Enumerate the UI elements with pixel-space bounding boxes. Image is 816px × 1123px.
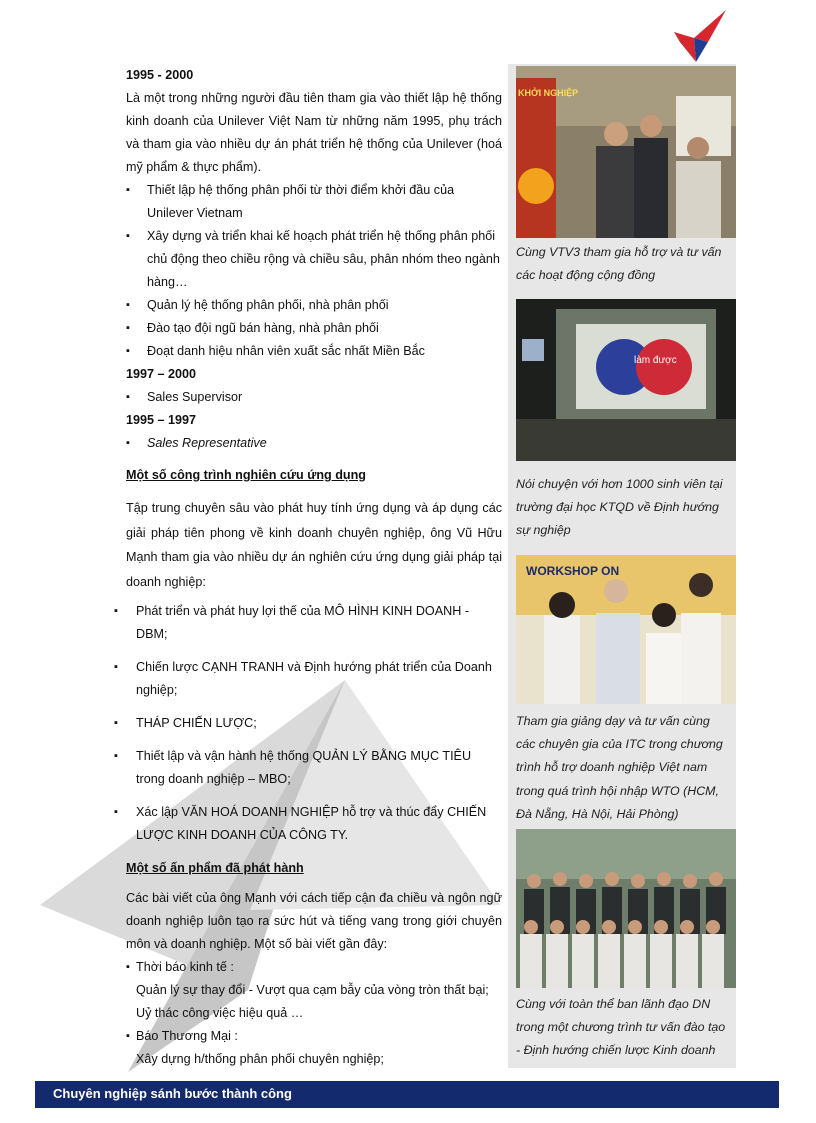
photo-caption: Nói chuyện với hơn 1000 sinh viên tại trường đại học KTQD về Định hướng sự nghiệp [516,477,723,538]
photo-caption: Cùng VTV3 tham gia hỗ trợ và tư vấn các hoạt động cộng đồng [516,245,722,283]
footer-slogan: Chuyên nghiệp sánh bước thành công [53,1086,292,1101]
section-heading-research: Một số công trình nghiên cứu ứng dụng [126,468,366,482]
article-title: Quản lý sự thay đổi - Vượt qua cạm bẫy của vòng tròn thất bại; [136,983,489,997]
list-item: ▪ Xây dựng và triển khai kế hoạch phát triển hệ thống phân phối chủ động theo chiều rộng và chiều sâu, phân nhóm theo ngành hàng… [126,225,502,294]
section-heading-publications: Một số ấn phẩm đã phát hành [126,861,304,875]
year-heading: 1995 - 2000 [126,68,194,82]
list-item: ▪ Sales Representative [126,432,502,455]
list-item: ▪ Quản lý hệ thống phân phối, nhà phân phối [126,294,502,317]
photo-vtv3-event [516,66,736,238]
list-item: ▪ Sales Supervisor [126,386,502,409]
list-item: ▪ Đào tạo đội ngũ bán hàng, nhà phân phối [126,317,502,340]
paragraph: Các bài viết của ông Mạnh với cách tiếp cận đa chiều và ngôn ngữ doanh nghiệp luôn tạo ra sức hút và tiếng vang trong giới chuyên môn và doanh nghiệp. Một số bài viết gần đây: [126,891,502,951]
photo-caption: Tham gia giảng dạy và tư vấn cùng các chuyên gia của ITC trong chương trình hỗ trợ doanh nghiệp Việt nam trong quá trình hội nhập WTO (HCM, Đà Nẵng, Hà Nội, Hải Phòng) [516,714,723,821]
list-item: ▪ Thiết lập và vận hành hệ thống QUẢN LÝ BẰNG MỤC TIÊU trong doanh nghiệp – MBO; [126,745,502,791]
company-logo-icon [666,8,728,66]
photo-caption: Cùng với toàn thể ban lãnh đạo DN trong một chương trình tư vấn đào tạo - Định hướng chiến lược Kinh doanh [516,997,726,1058]
list-item: ▪ Đoạt danh hiệu nhân viên xuất sắc nhất Miền Bắc [126,340,502,363]
footer-bar [35,1081,779,1108]
paragraph: Là một trong những người đầu tiên tham gia vào thiết lập hệ thống kinh doanh của Unilever Việt Nam từ những năm 1995, phụ trách và tham gia vào nhiều dự án phát triển hệ thống của Unilever (hoá mỹ phẩm & thực phẩm). [126,91,502,174]
photo-itc-workshop [516,555,736,704]
year-heading: 1995 – 1997 [126,413,197,427]
article-title: Xây dựng h/thống phân phối chuyên nghiệp; [136,1052,384,1066]
list-item: ▪ Báo Thương Mại : [126,1025,502,1048]
list-item: ▪ Xác lập VĂN HOÁ DOANH NGHIỆP hỗ trợ và thúc đẩy CHIẾN LƯỢC KINH DOANH CỦA CÔNG TY. [126,801,502,847]
article-title: Uỷ thác công việc hiệu quả … [136,1006,304,1020]
list-item: ▪ Thời báo kinh tế : [126,956,502,979]
photo-group-consulting [516,829,736,988]
list-item: ▪ Phát triển và phát huy lợi thế của MÔ HÌNH KINH DOANH - DBM; [126,600,502,646]
screen-text: làm được [634,355,677,366]
list-item: ▪ Thiết lập hệ thống phân phối từ thời điểm khởi đầu của Unilever Vietnam [126,179,502,225]
list-item: ▪ THÁP CHIẾN LƯỢC; [126,712,502,735]
paragraph: Tập trung chuyên sâu vào phát huy tính ứng dụng và áp dụng các giải pháp tiên phong về kinh doanh chuyên nghiệp, ông Vũ Hữu Mạnh tham gia vào nhiều dự án nghiên cứu ứng dụng giải pháp tại doanh nghiệp: [126,501,502,589]
year-heading: 1997 – 2000 [126,367,197,381]
banner-text: WORKSHOP ON [526,564,620,578]
banner-text: KHỞI NGHIỆP [518,88,579,98]
list-item: ▪ Chiến lược CẠNH TRANH và Định hướng phát triển của Doanh nghiệp; [126,656,502,702]
photo-ktqd-talk [516,299,736,461]
main-column [126,64,502,1071]
